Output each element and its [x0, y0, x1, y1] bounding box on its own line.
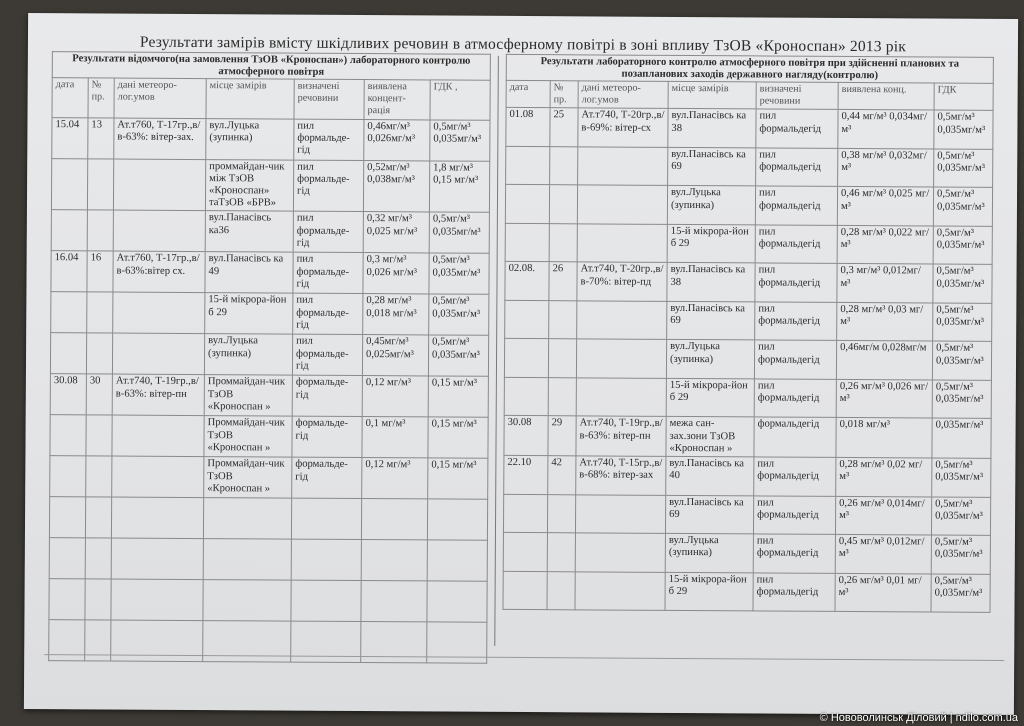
number-cell [85, 579, 111, 620]
col-limit: ГДК , [430, 80, 490, 120]
table-row [506, 146, 993, 187]
substance-cell: пил формальдегід [754, 340, 836, 379]
number-cell [548, 378, 576, 417]
date-cell [504, 377, 548, 416]
right-table-header-row [506, 54, 993, 83]
col-number: № пр. [88, 78, 114, 118]
place-cell: вул.Панасівсь ка 69 [667, 301, 755, 340]
table-row [50, 374, 488, 418]
concentration-cell: 0,28 мг/м³ 0,02 мг/м³ [836, 457, 932, 496]
concentration-cell: 0,28 мг/м³ 0,018 мг/м³ [363, 294, 429, 335]
date-cell: 02.08. [505, 262, 549, 301]
meteo-cell [111, 497, 203, 539]
meteo-cell: Ат.т740, Т-20гр.,в/в-69%: вітер-сх [578, 108, 668, 147]
limit-cell: 0,5мг/м³ 0,035мг/м³ [932, 380, 991, 419]
meteo-cell [112, 333, 204, 375]
date-cell [51, 210, 87, 251]
date-cell [503, 571, 547, 610]
col-number: № пр. [550, 81, 578, 109]
place-cell: вул.Панасівсь ка 49 [205, 252, 293, 294]
substance-cell: формальдегід [754, 417, 836, 457]
substance-cell: формальде-гід [292, 376, 362, 417]
limit-cell: 0,5мг/м³ 0,035мг/м³ [429, 294, 489, 335]
table-row [50, 456, 488, 500]
limit-cell: 0,5мг/м³ 0,035мг/м³ [933, 303, 992, 342]
date-cell: 30.08 [50, 374, 86, 415]
left-table-header-row [52, 52, 490, 81]
place-cell: вул.Луцька (зупинка) [667, 186, 755, 225]
limit-cell [427, 540, 487, 581]
limit-cell: 0,5мг/м³ 0,035мг/м³ [931, 574, 990, 613]
limit-cell: 0,5мг/м³ 0,035мг/м³ [430, 120, 490, 161]
place-cell: проммайдан-чик між ТзОВ «Кроноспан» таТзОВ «БРВ» [205, 159, 293, 211]
place-cell: вул.Луцька (зупинка) [206, 118, 294, 160]
concentration-cell: 0,46 мг/м³ 0,025 мг/м³ [837, 187, 933, 226]
substance-cell: пил формальдегід [755, 225, 837, 264]
table-row [503, 532, 990, 573]
substance-cell: пил формальде-гід [293, 212, 363, 253]
center-divider [494, 56, 499, 646]
number-cell [86, 333, 112, 374]
table-row [504, 339, 991, 380]
credit-site: ndilo.com.ua [955, 712, 1018, 724]
number-cell [87, 210, 113, 251]
number-cell [85, 497, 111, 538]
number-cell [548, 339, 576, 378]
meteo-cell [575, 571, 665, 610]
place-cell: 15-й мікрора-йон б 29 [665, 572, 753, 611]
meteo-cell [576, 339, 666, 378]
concentration-cell: 0,45 мг/м³ 0,012мг/м³ [835, 534, 931, 573]
table-row [51, 158, 489, 212]
number-cell [547, 494, 575, 533]
meteo-cell: Ат.т740, Т-15гр.,в/в-68%: вітер-зах [576, 456, 666, 495]
place-cell: вул.Луцька (зупинка) [666, 340, 754, 379]
meteo-cell [111, 538, 203, 580]
credit-separator: | [949, 712, 953, 724]
document-page [24, 13, 1018, 715]
meteo-cell: Ат.т740, Т-19гр.,в/в-63%: вітер-пн [576, 416, 666, 456]
substance-cell: пил формальде-гід [293, 294, 363, 335]
substance-cell: пил формальде-гід [293, 160, 363, 212]
date-cell: 16.04 [51, 251, 87, 292]
table-row [505, 300, 992, 341]
concentration-cell: 0,46мг/м 0,028мг/м [836, 341, 932, 380]
credit-source: © Нововолинськ Діловий [819, 712, 947, 724]
right-column-headers [506, 80, 993, 110]
concentration-cell: 0,12 мг/м³ [362, 458, 428, 499]
limit-cell: 0,5мг/м³ 0,035мг/м³ [931, 535, 990, 574]
date-cell [505, 223, 549, 262]
date-cell: 30.08 [504, 416, 548, 456]
table-row [503, 494, 990, 535]
place-cell: Проммайдан-чик ТзОВ «Кроноспан » [204, 375, 292, 417]
date-cell [50, 415, 86, 456]
meteo-cell [575, 533, 665, 572]
place-cell [203, 498, 291, 540]
date-cell [503, 532, 547, 571]
col-place: місце замірів [206, 79, 294, 119]
concentration-cell: 0,3 мг/м³ 0,012мг/м³ [837, 264, 933, 303]
meteo-cell: Ат.т740, Т-19гр.,в/в-63%: вітер-пн [112, 374, 204, 416]
table-row [50, 415, 488, 459]
place-cell: 15-й мікрора-йон б 29 [667, 224, 755, 263]
substance-cell: пил формальдегід [753, 495, 835, 534]
place-cell: вул.Луцька (зупинка) [204, 334, 292, 376]
meteo-cell: Ат.т740, Т-20гр.,в/в-70%: вітер-пд [577, 262, 667, 301]
number-cell: 42 [548, 456, 576, 495]
date-cell [50, 333, 86, 374]
substance-cell [291, 581, 361, 622]
limit-cell: 0,15 мг/м³ [428, 376, 488, 417]
date-cell [49, 538, 85, 579]
meteo-cell [112, 415, 204, 457]
place-cell [203, 580, 291, 622]
number-cell: 26 [549, 262, 577, 301]
number-cell [547, 533, 575, 572]
concentration-cell: 0,28 мг/м³ 0,022 мг/м³ [837, 225, 933, 264]
meteo-cell [111, 579, 203, 621]
number-cell: 29 [548, 416, 576, 456]
meteo-cell: Ат.т760, Т-17гр.,в/в-63%:вітер сх. [113, 251, 205, 293]
concentration-cell: 0,26 мг/м³ 0,01 мг/м³ [835, 573, 931, 612]
col-date: дата [52, 78, 88, 118]
substance-cell: пил формальдегід [754, 379, 836, 418]
place-cell: 15-й мікрора-йон б 29 [205, 293, 293, 335]
table-row [503, 571, 990, 612]
table-row [51, 292, 489, 336]
col-place: місце замірів [668, 81, 756, 109]
date-cell [506, 146, 550, 185]
limit-cell [427, 499, 487, 540]
number-cell [87, 292, 113, 333]
limit-cell: 0,5мг/м³ 0,035мг/м³ [934, 110, 993, 149]
page-title: Результати замірів вмісту шкідливих речовин в атмосферному повітрі в зоні впливу ТзОВ «Кроноспан» 2013 рік [139, 33, 907, 56]
place-cell: Проммайдан-чик ТзОВ «Кроноспан » [204, 416, 292, 458]
left-table-header: Результати відомчого(на замовлення ТзОВ «Кроноспан») лабораторного контролю атмосферного повітря [52, 52, 490, 81]
right-table-header: Результати лабораторного контролю атмосферного повітря при здійсненні планових та позапланових заходів державного нагляду(контролю) [506, 54, 993, 83]
concentration-cell: 0,1 мг/м³ [362, 417, 428, 458]
place-cell: 15-й мікрора-йон б 29 [666, 378, 754, 417]
substance-cell: пил формальдегід [755, 263, 837, 302]
number-cell [550, 147, 578, 186]
concentration-cell: 0,12 мг/м³ [362, 376, 428, 417]
left-column-headers [52, 78, 490, 120]
meteo-cell [113, 159, 205, 211]
meteo-cell [577, 185, 667, 224]
substance-cell [291, 499, 361, 540]
number-cell: 25 [550, 108, 578, 147]
col-concentration: виявлена конц. [838, 82, 934, 110]
concentration-cell: 0,52мг/м³ 0,038мг/м³ [363, 160, 429, 212]
place-cell: вул.Панасівсь ка 69 [665, 495, 753, 534]
concentration-cell: 0,44 мг/м³ 0,034мг/м³ [838, 110, 934, 149]
table-row [51, 210, 489, 254]
limit-cell: 0,15 мг/м³ [428, 458, 488, 499]
place-cell: вул.Панасівсь ка 69 [668, 147, 756, 186]
meteo-cell [113, 210, 205, 252]
concentration-cell [361, 581, 427, 622]
limit-cell [427, 581, 487, 622]
date-cell: 22.10 [504, 455, 548, 494]
substance-cell [291, 540, 361, 581]
date-cell: 01.08 [506, 108, 550, 147]
concentration-cell [361, 499, 427, 540]
limit-cell: 0,5мг/м³ 0,035мг/м³ [933, 264, 992, 303]
concentration-cell: 0,3 мг/м³ 0,026 мг/м³ [363, 253, 429, 294]
limit-cell: 0,5мг/м³ 0,035мг/м³ [931, 497, 990, 536]
meteo-cell [576, 378, 666, 417]
place-cell: вул.Панасівсь ка 40 [666, 456, 754, 495]
place-cell [203, 539, 291, 581]
limit-cell: 0,5мг/м³ 0,035мг/м³ [933, 187, 992, 226]
limit-cell: 0,15 мг/м³ [428, 417, 488, 458]
meteo-cell [575, 494, 665, 533]
date-cell [504, 339, 548, 378]
meteo-cell [577, 224, 667, 263]
number-cell: 16 [87, 251, 113, 292]
number-cell [549, 224, 577, 263]
substance-cell: пил формальдегід [755, 302, 837, 341]
substance-cell: пил формальдегід [753, 534, 835, 573]
number-cell [549, 301, 577, 340]
place-cell: межа сан-зах.зони ТзОВ «Кроноспан » [666, 417, 754, 457]
col-limit: ГДК [934, 83, 993, 111]
col-meteo: дані метеоро-лог.умов [578, 81, 668, 109]
number-cell: 30 [86, 374, 112, 415]
right-table [502, 54, 993, 613]
meteo-cell: Ат.т760, Т-17гр.,в/в-63%: вітер-зах. [114, 118, 206, 160]
place-cell: вул.Панасівсь ка 38 [668, 109, 756, 148]
substance-cell: пил формальде-гід [293, 253, 363, 294]
place-cell: вул.Панасівсь ка 38 [667, 263, 755, 302]
substance-cell: пил формальдегід [754, 457, 836, 496]
concentration-cell [361, 540, 427, 581]
photo-credit [820, 712, 1018, 724]
limit-cell: 0,5мг/м³ 0,035мг/м³ [933, 226, 992, 265]
table-row [504, 416, 991, 459]
date-cell [51, 292, 87, 333]
date-cell [50, 456, 86, 497]
table-row [505, 223, 992, 264]
concentration-cell: 0,45мг/м³ 0,025мг/м³ [362, 335, 428, 376]
number-cell [86, 456, 112, 497]
limit-cell: 0,5мг/м³ 0,035мг/м³ [429, 253, 489, 294]
place-cell: Проммайдан-чик ТзОВ «Кроноспан » [204, 457, 292, 499]
concentration-cell: 0,018 мг/м³ [836, 418, 932, 458]
concentration-cell: 0,32 мг/м³ 0,025 мг/м³ [363, 212, 429, 253]
date-cell [503, 494, 547, 533]
limit-cell: 0,5мг/м³ 0,035мг/м³ [429, 212, 489, 253]
number-cell [86, 415, 112, 456]
substance-cell: пил формальдегід [756, 109, 838, 148]
date-cell [51, 158, 87, 210]
meteo-cell [113, 292, 205, 334]
table-row [505, 185, 992, 226]
substance-cell: пил формальдегід [755, 186, 837, 225]
limit-cell: 0,035мг/м³ [932, 418, 991, 458]
concentration-cell: 0,26 мг/м³ 0,014мг/м³ [835, 496, 931, 535]
concentration-cell: 0,46мг/м³ 0,026мг/м³ [364, 119, 430, 160]
concentration-cell: 0,28 мг/м³ 0,03 мг/м³ [837, 302, 933, 341]
col-concentration: виявлена концент-рація [364, 80, 430, 120]
concentration-cell: 0,38 мг/м³ 0,032мг/м³ [838, 148, 934, 187]
table-row [504, 377, 991, 418]
limit-cell: 0,5мг/м³ 0,035мг/м³ [428, 335, 488, 376]
substance-cell: пил формальдегід [756, 148, 838, 187]
left-table [48, 51, 491, 664]
number-cell [547, 571, 575, 610]
date-cell [505, 300, 549, 339]
col-date: дата [506, 80, 550, 108]
substance-cell: пил формальдегід [753, 572, 835, 611]
date-cell [49, 497, 85, 538]
table-row [504, 455, 991, 496]
table-row [52, 117, 490, 161]
table-row [49, 497, 487, 541]
limit-cell: 0,5мг/м³ 0,035мг/м³ [934, 149, 993, 188]
number-cell [85, 538, 111, 579]
place-cell: вул.Панасівсь ка36 [205, 211, 293, 253]
col-substance: визначені речовини [756, 82, 838, 110]
limit-cell: 0,5мг/м³ 0,035мг/м³ [932, 458, 991, 497]
table-row [50, 333, 488, 377]
substance-cell: формальде-гід [292, 458, 362, 499]
table-row [505, 262, 992, 303]
col-meteo: дані метеоро-лог.умов [114, 78, 206, 118]
number-cell [549, 185, 577, 224]
number-cell [87, 158, 113, 210]
substance-cell: пил формальде-гід [292, 335, 362, 376]
meteo-cell [112, 456, 204, 498]
table-row [506, 108, 993, 149]
limit-cell: 0,5мг/м³ 0,035мг/м³ [932, 341, 991, 380]
number-cell: 13 [88, 117, 114, 158]
substance-cell: формальде-гід [292, 417, 362, 458]
substance-cell: пил формальде-гід [294, 119, 364, 160]
table-row [49, 579, 487, 623]
table-row [51, 251, 489, 295]
meteo-cell [577, 301, 667, 340]
limit-cell: 1,8 мг/м³ 0,15 мг/м³ [429, 161, 489, 213]
date-cell [505, 185, 549, 224]
col-substance: визначені речовини [294, 79, 364, 119]
date-cell: 15.04 [52, 117, 88, 158]
date-cell [49, 579, 85, 620]
place-cell: вул.Луцька (зупинка) [665, 533, 753, 572]
meteo-cell [578, 147, 668, 186]
concentration-cell: 0,26 мг/м³ 0,026 мг/м³ [836, 379, 932, 418]
table-row [49, 538, 487, 582]
